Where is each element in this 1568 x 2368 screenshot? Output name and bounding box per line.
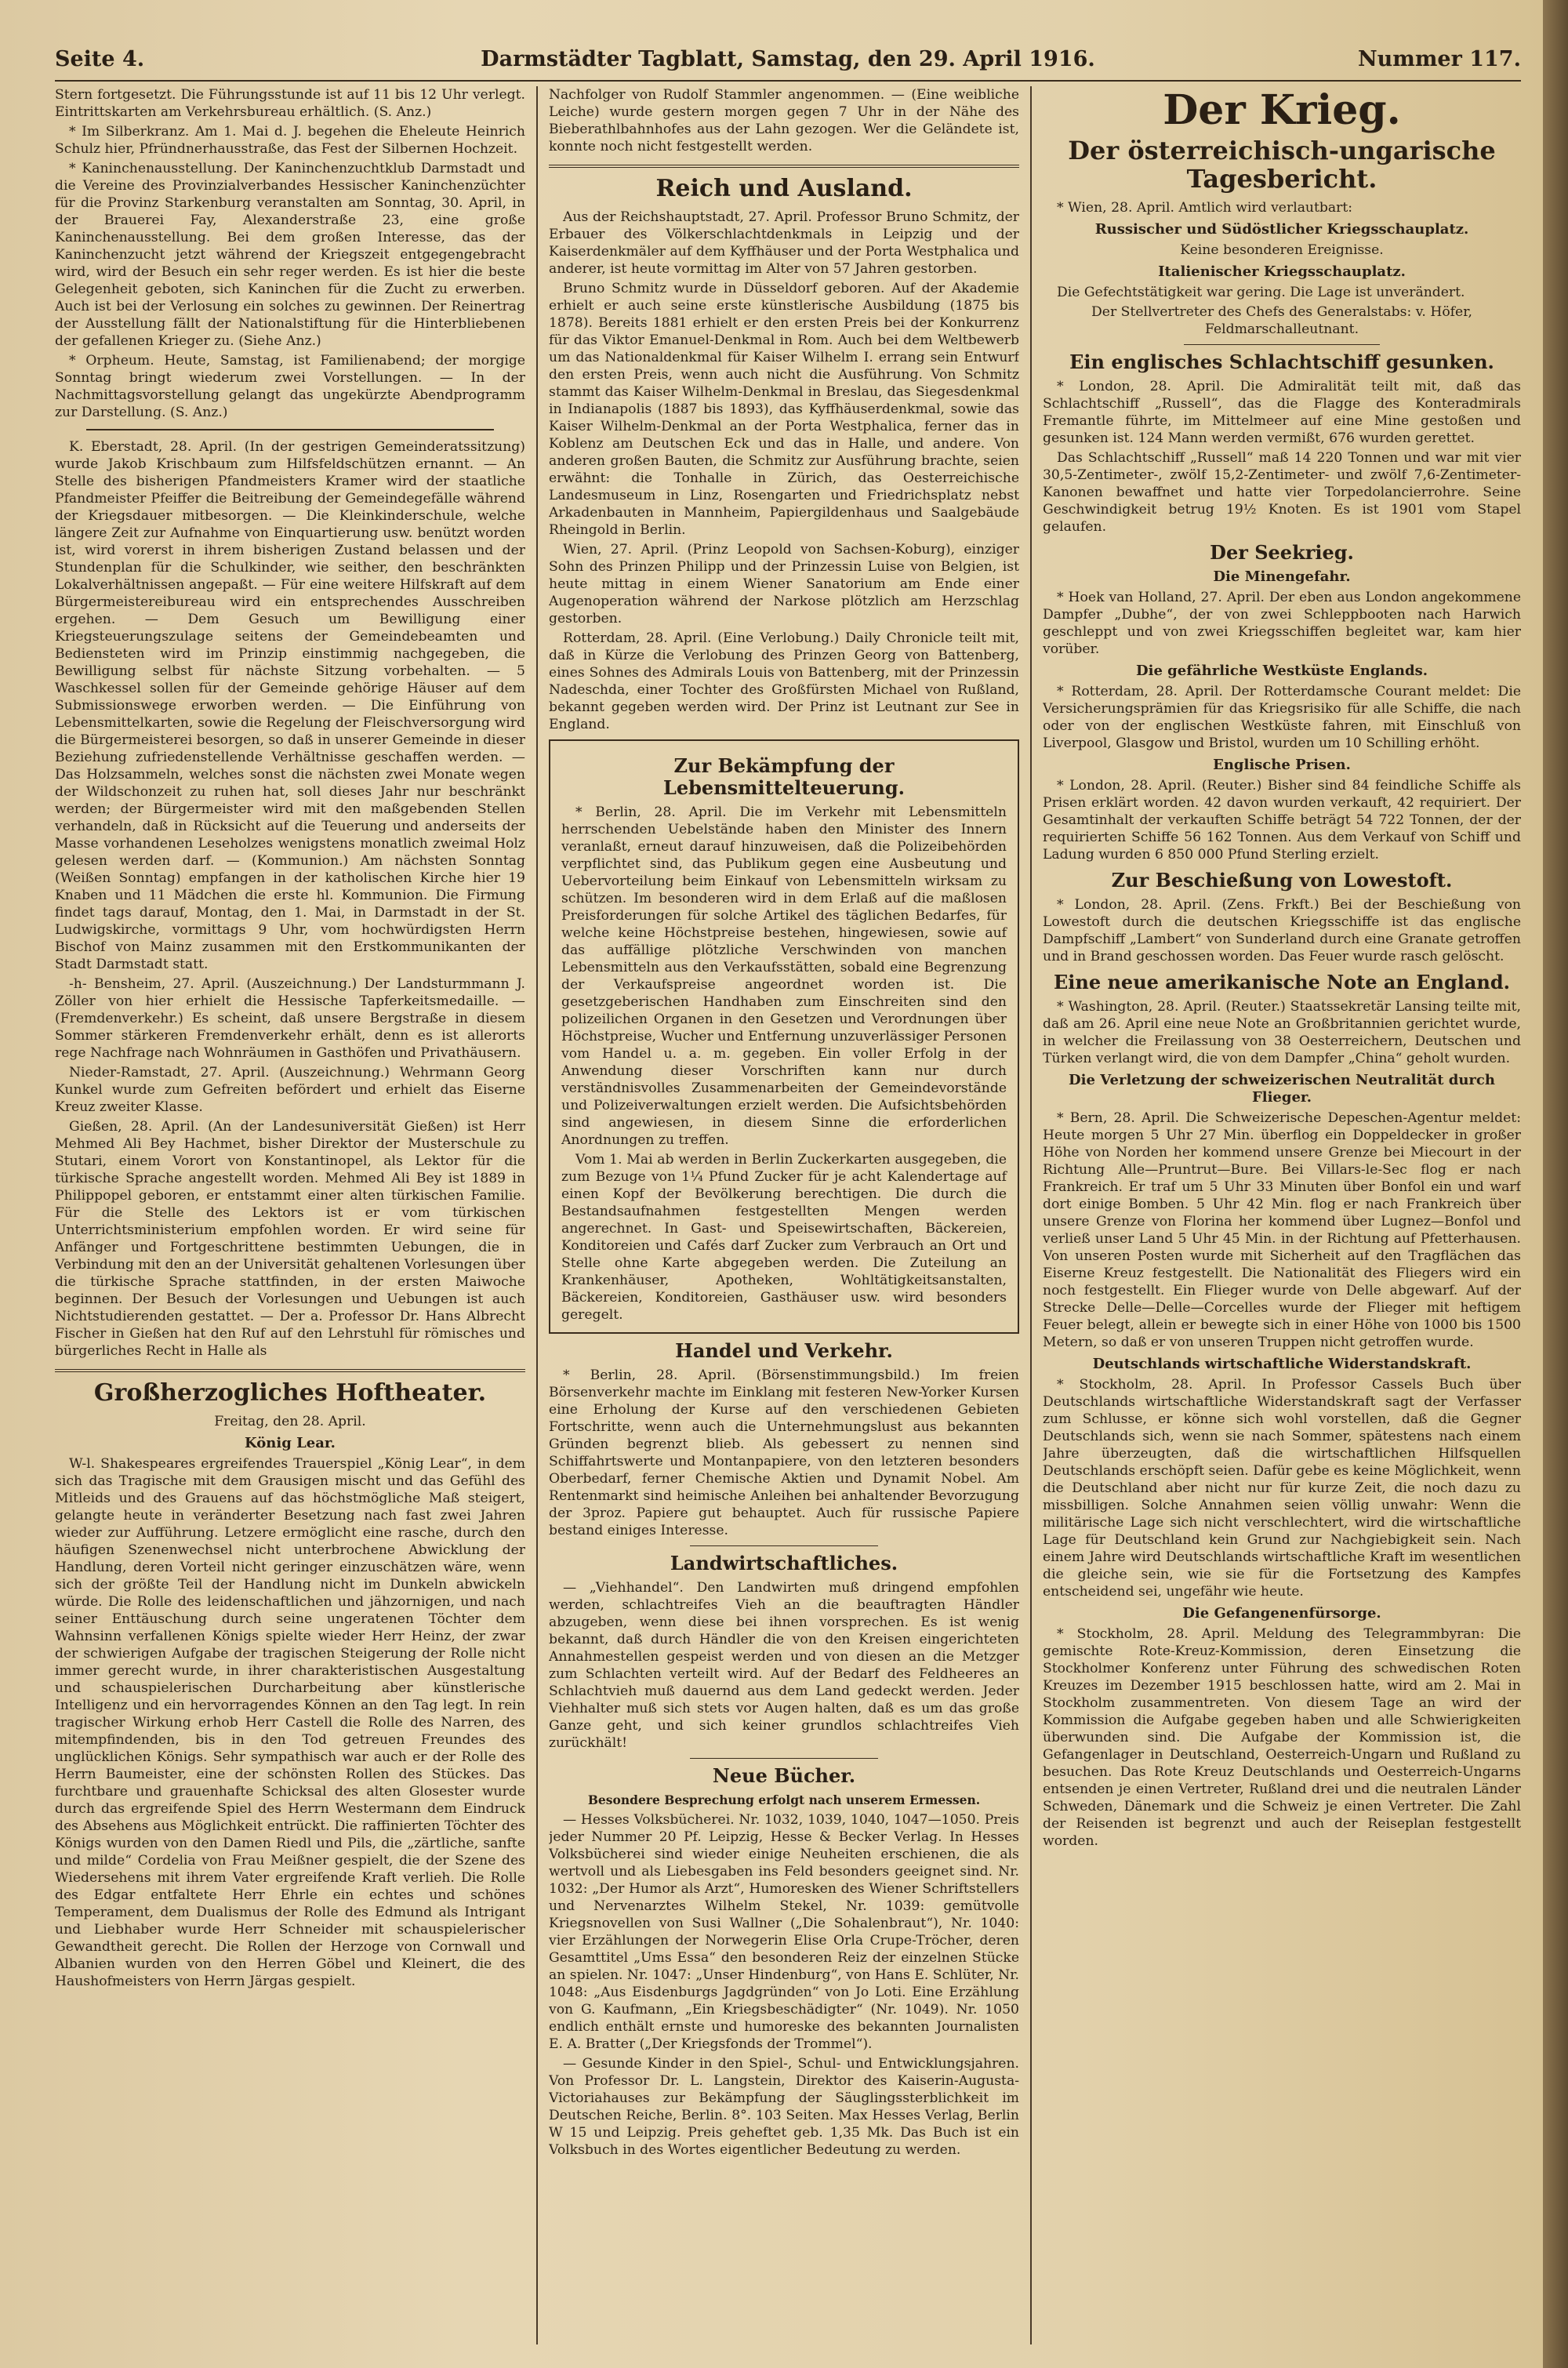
article-paragraph: — Hesses Volksbücherei. Nr. 1032, 1039, 1040, 1047—1050. Preis jeder Nummer 20 Pf. Leipzig, Hesse & Becker Verlag. In Hesses Volksbücherei sind wieder einige Neuheiten erschienen, die als wertvoll und als Liebesgaben ins Feld besonders geeignet sind. Nr. 1032: „Der Humor als Arzt“, Humoresken des Wiener Schriftstellers und Nervenarztes Wilhelm Stekel, Nr. 1039: gemütvolle Kriegsnovellen von Susi Wallner („Die Sohalenbraut“), Nr. 1040: vier Erzählungen der Norwegerin Elise Orla Crupe-Tröcher, deren Gesamttitel „Ums Essa“ den besonderen Reiz der einzelnen Stücke an spielen. Nr. 1047: „Unser Hindenburg“, von Hans E. Schlüter, Nr. 1048: „Aus Eisdenburgs Jagdgründen“ von Jo Loti. Eine Erzählung von G. Kaufmann, „Ein Kriegsbeschädigter“ (Nr. 1049). Nr. 1050 endlich enthält ernste und humoreske des bekannten Journalisten E. A. Bratter („Der Kriegsfonds der Trommel“). (549, 1812, 1019, 2052)
article-paragraph: * Kaninchenausstellung. Der Kaninchenzuchtklub Darmstadt und die Vereine des Provinzialverbandes Hessischer Kaninchenzüchter für die Provinz Starkenburg veranstalten am Sonntag, 30. April, in der Brauerei Fay, Alexanderstraße 23, eine große Kaninchenausstellung. Bei dem großen Interesse, das der Kaninchenzucht jetzt während der Kriegszeit entgegengebracht wird, wird der Besuch ein sehr reger werden. Es ist hier die beste Gelegenheit geboten, sich Kaninchen für die Zucht zu erwerben. Auch ist bei der Verlosung ein solches zu gewinnen. Der Reinertrag der Ausstellung fällt der Nationalstiftung für die Hinterbliebenen der gefallenen Krieger zu. (Siehe Anz.) (55, 161, 525, 349)
article-paragraph: Bruno Schmitz wurde in Düsseldorf geboren. Auf der Akademie erhielt er auch seine erste künstlerische Ausbildung (1875 bis 1878). Bereits 1881 erhielt er den ersten Preis bei der Konkurrenz für das Viktor Emanuel-Denkmal in Rom. Auch bei dem Weltbewerb um das Nationaldenkmal für Kaiser Wilhelm I. errang sein Entwurf den ersten Preis, wenn auch nicht die Ausführung. Von Schmitz stammt das Kaiser Wilhelm-Denkmal in Breslau, das Siegesdenkmal in Indianapolis (1887 bis 1893), das Kyffhäuserdenkmal, sowie das Kaiser Wilhelm-Denkmal an der Porta Westphalica, ferner das in Koblenz am Deutschen Eck und das in Halle, und andere. Von anderen großen Bauten, die Schmitz zur Ausführung brachte, seien erwähnt: die Tonhalle in Zürich, das Oesterreichische Landesmuseum in Linz, Rosengarten und Friedrichsplatz nebst Arkadenbauten in Mannheim, Papiergildenhaus und Saalgebäude Rheingold in Berlin. (549, 281, 1019, 538)
page-edge (1543, 0, 1568, 2368)
war-subheadline: Der österreichisch-ungarische Tagesbericht. (1068, 136, 1496, 194)
section-title: Zur Bekämpfung der Lebensmittelteuerung. (663, 754, 905, 799)
section-subtitle: Die Minengefahr. (1213, 568, 1351, 585)
issue-number: Nummer 117. (1357, 47, 1521, 71)
article-paragraph: Wien, 27. April. (Prinz Leopold von Sachsen-Koburg), einziger Sohn des Prinzen Philipp und der Prinzessin Luise von Belgien, ist heute mittag in einem Wiener Sanatorium am Ende einer Augenoperation während der Narkose plötzlich am Herzschlag gestorben. (549, 542, 1019, 627)
section-title: Der Seekrieg. (1210, 541, 1354, 564)
section-title: Landwirtschaftliches. (670, 1552, 898, 1574)
article-paragraph: Gießen, 28. April. (An der Landesuniversität Gießen) ist Herr Mehmed Ali Bey Hachmet, bisher Direktor der Musterschule zu Stutari, einem Vorort von Konstantinopel, als Lektor für die türkische Sprache angestellt worden. Mehmed Ali Bey ist 1889 in Philippopel geboren, er entstammt einer alten türkischen Familie. Für die Stelle des Lektors ist er vom türkischen Unterrichtsministerium empfohlen worden. Er wird seine für Anfänger und Fortgeschrittene bestimmten Uebungen, die in Verbindung mit den an der Universität gehaltenen Vorlesungen über die türkische Sprache stattfinden, in der ersten Maiwoche beginnen. Der Besuch der Vorlesungen und Uebungen ist auch Nichtstudierenden gestattet. — Der a. Professor Dr. Hans Albrecht Fischer in Gießen hat den Ruf auf den Lehrstuhl für römisches und bürgerliches Recht in Halle als (55, 1119, 525, 1359)
page-number: Seite 4. (55, 47, 145, 71)
article-paragraph: Die Gefechtstätigkeit war gering. Die Lage ist unverändert. (1057, 285, 1465, 300)
section-title: Handel und Verkehr. (675, 1339, 893, 1362)
section-title: Zur Beschießung von Lowestoft. (1111, 869, 1453, 892)
article-paragraph: Aus der Reichshauptstadt, 27. April. Professor Bruno Schmitz, der Erbauer des Völkerschlachtdenkmals in Leipzig und der Kaiserdenkmäler auf dem Kyffhäuser und der Porta Westphalica und anderer, ist heute vormittag im Alter von 57 Jahren gestorben. (549, 209, 1019, 277)
article-paragraph: W-l. Shakespeares ergreifendes Trauerspiel „König Lear“, in dem sich das Tragische mit dem Grausigen mischt und das Gefühl des Mitleids und des Grauens auf das höchstmögliche Maß steigert, gelangte heute in veränderter Besetzung nach fast zwei Jahren wieder zur Aufführung. Letzere ermöglicht eine rasche, durch den häufigen Szenenwechsel nicht unterbrochene Abwicklung der Handlung, deren Vorteil nicht geringer einzuschätzen wäre, wenn sich der größte Teil der Handlung nicht im Dunkeln abwickeln würde. Die Rolle des leidenschaftlichen und jähzornigen, und nach seiner Enttäuschung durch seine ungeratenen Töchter dem Wahnsinn verfallenen Königs spielte wieder Herr Heinz, der zwar der schwierigen Aufgabe der tragischen Steigerung der Rolle nicht immer gerecht wurde, in ihrer charakteristischen Ausgestaltung und schauspielerischen Durcharbeitung aber künstlerische Intelligenz und ein hervorragendes Können an den Tag legt. In rein tragischer Wirkung erhob Herr Castell die Rolle des Narren, des mitempfindenden, bis in den Tod getreuen Freundes des unglücklichen Königs. Sehr sympathisch war auch er der Rolle des Herrn Baumeister, eine der schönsten Rollen des Stückes. Das furchtbare und grauenhafte Schicksal des alten Glosester wurde durch das ergreifende Spiel des Herrn Westermann dem Eindruck des Absehens aus Möglichkeit entrückt. Die raffinierten Töchter des Königs wurden von den Damen Riedl und Pils, die „zärtliche, sanfte und milde“ Cordelia von Frau Meißner gespielt, die der Szene des Wiedersehens mit ihrem Vater ergreifende Kraft verlieh. Die Rolle des Edgar entfaltete Herr Ehrle ein echtes und schönes Temperament, dem Dualismus der Rolle des Edmund als Intrigant und Liebhaber wurde Herr Schneider mit schauspielerischer Gewandtheit gerecht. Die Rollen der Herzoge von Cornwall und Albanien wurden von den Herren Göbel und Kleinert, die des Haushofmeisters von Herrn Järgas gespielt. (55, 1456, 525, 1989)
article-paragraph: Vom 1. Mai ab werden in Berlin Zuckerkarten ausgegeben, die zum Bezuge von 1¼ Pfund Zucker für je acht Kalendertage auf einen Kopf der Bevölkerung berechtigen. Die durch die Bestandsaufnahmen festgestellten Mengen werden angerechnet. In Gast- und Speisewirtschaften, Bäckereien, Konditoreien und Cafés darf Zucker zum Verbrauch an Ort und Stelle ohne Karte abgegeben werden. Die Zuteilung an Krankenhäuser, Apotheken, Wohltätigkeitsanstalten, Bäckereien, Konditoreien, Gasthäuser usw. wird besonders geregelt. (561, 1152, 1007, 1323)
article-paragraph: — „Viehhandel“. Den Landwirten muß dringend empfohlen werden, schlachtreifes Vieh an die beauftragten Händler abzugeben, wenn diese bei ihnen vorsprechen. Es ist wenig bekannt, daß durch Händler die von den Kreisen eingerichteten Annahmestellen gespeist werden und von diesen an die Metzger zum Schlachten verteilt wird. Auf der Bedarf des Feldheeres an Schlachtvieh muß dauernd aus dem Land gedeckt werden. Jeder Viehhalter muß sich stets vor Augen halten, daß es um das große Ganze geht, und sich keiner grundlos schlachtreifes Vieh zurückhält! (549, 1580, 1019, 1751)
section-title: Neue Bücher. (712, 1764, 856, 1787)
masthead-date: Darmstädter Tagblatt, Samstag, den 29. April 1916. (481, 47, 1095, 71)
section-title: Reich und Ausland. (655, 175, 913, 202)
article-paragraph: Keine besonderen Ereignisse. (1180, 242, 1384, 258)
section-subtitle: Die gefährliche Westküste Englands. (1136, 663, 1428, 679)
page-header (55, 45, 1521, 82)
boxed-article (549, 739, 1019, 1334)
article-paragraph: * Berlin, 28. April. (Börsenstimmungsbild.) Im freien Börsenverkehr machte im Einklang mit festeren New-Yorker Kursen eine Erholung der Kurse auf den verschiedenen Gebieten Fortschritte, wenn auch die Unternehmungslust aus bekannten Gründen begrenzt blieb. Als gebessert zu nennen sind Schiffahrtswerte und Montanpapiere, von den letzteren besonders Oberbedarf, ferner Chemische Aktien und Dynamit Nobel. Am Rentenmarkt sind heimische Anleihen bei anhaltender Bevorzugung der 3proz. Papiere gut behauptet. Auch für russische Papiere bestand einiges Interesse. (549, 1367, 1019, 1538)
section-subtitle: Deutschlands wirtschaftliche Widerstandskraft. (1092, 1356, 1472, 1372)
article-paragraph: * Wien, 28. April. Amtlich wird verlautbart: (1057, 200, 1353, 216)
section-subtitle: Die Gefangenenfürsorge. (1182, 1605, 1381, 1622)
column-rule (1030, 86, 1032, 2344)
separator (55, 1369, 525, 1372)
war-headline: Der Krieg. (1163, 86, 1401, 134)
article-paragraph: * Im Silberkranz. Am 1. Mai d. J. begehen die Eheleute Heinrich Schulz hier, Pfründnerhausstraße, das Fest der Silbernen Hochzeit. (55, 124, 525, 157)
article-paragraph: * Hoek van Holland, 27. April. Der eben aus London angekommene Dampfer „Dubhe“, der von zwei Schleppbooten nach Harwich geschleppt und von zwei Kriegsschiffen begleitet war, kam hier vorüber. (1043, 590, 1521, 657)
separator (690, 1758, 878, 1759)
section-title: Ein englisches Schlachtschiff gesunken. (1069, 350, 1494, 373)
books-note: Besondere Besprechung erfolgt nach unserem Ermessen. (587, 1792, 981, 1807)
section-subtitle: Russischer und Südöstlicher Kriegsschauplatz. (1094, 221, 1469, 238)
article-signature: Der Stellvertreter des Chefs des Generalstabs: v. Höfer, Feldmarschalleutnant. (1091, 304, 1472, 337)
column-1 (55, 86, 525, 2344)
section-title: Eine neue amerikanische Note an England. (1054, 971, 1510, 993)
article-paragraph: * Stockholm, 28. April. Meldung des Telegrammbyran: Die gemischte Rote-Kreuz-Kommission, deren Einsetzung die Stockholmer Konferenz unter Führung des schwedischen Roten Kreuzes im Dezember 1915 beschlossen hatte, wird am 2. Mai in Stockholm zusammentreten. Von diesem Tage an wird der Kommission die Aufgabe gegeben haben und alle Schwierigkeiten überwunden sind. Die Aufgabe der Kommission ist, die Gefangenlager in Deutschland, Oesterreich-Ungarn und Rußland zu besuchen. Das Rote Kreuz Deutschlands und Oesterreich-Ungarns entsenden je einen Vertreter, Rußland drei und die neutralen Länder Schweden, Dänemark und die Schweiz je einen Vertreter. Die Zahl der Reisenden ist begrenzt und auch der Reiseplan festgestellt worden. (1043, 1626, 1521, 1849)
column-2 (549, 86, 1019, 2344)
separator (1184, 344, 1380, 345)
article-paragraph: — Gesunde Kinder in den Spiel-, Schul- und Entwicklungsjahren. Von Professor Dr. L. Langstein, Direktor des Kaiserin-Augusta-Victoriahauses zur Bekämpfung der Säuglingssterblichkeit im Deutschen Reiche, Berlin. 8°. 103 Seiten. Max Hesses Verlag, Berlin W 15 und Leipzig. Preis geheftet geb. 1,35 Mk. Das Buch ist ein Volksbuch in des Wortes eigentlicher Bedeutung zu werden. (549, 2056, 1019, 2158)
article-paragraph: Nieder-Ramstadt, 27. April. (Auszeichnung.) Wehrmann Georg Kunkel wurde zum Gefreiten befördert und erhielt das Eiserne Kreuz zweiter Klasse. (55, 1065, 525, 1115)
column-rule (536, 86, 538, 2344)
separator (690, 1545, 878, 1546)
article-paragraph: * Stockholm, 28. April. In Professor Cassels Buch über Deutschlands wirtschaftliche Widerstandskraft sagt der Verfasser zum Schlusse, er könne sich wohl vorstellen, daß die Gegner Deutschlands sich, wenn sie nach Sommer, spätestens nach einem Jahre überzeugten, daß die wirtschaftlichen Hilfsquellen Deutschlands erschöpft seien. Dafür gebe es keine Möglichkeit, wenn die Deutschland aber nicht nur für kurze Zeit, die noch dazu zu missbilligen. Solche Annahmen seien völlig unwahr: Wenn die militärische Lage sich nicht verschlechtert, wird die wirtschaftliche Lage für Deutschland kein Grund zur Nachgiebigkeit sein. Nach einem Jahre wird Deutschlands wirtschaftliche Kraft im wesentlichen die gleiche sein, wie sie für die Fortsetzung des Kampfes entscheidend sei, ungefähr wie heute. (1043, 1377, 1521, 1600)
article-paragraph: Rotterdam, 28. April. (Eine Verlobung.) Daily Chronicle teilt mit, daß in Kürze die Verlobung des Prinzen Georg von Battenberg, eines Sohnes des Admirals Louis von Battenberg, mit der Prinzessin Nadeschda, einer Tochter des Großfürsten Michael von Rußland, bekannt gegeben werden wird. Der Prinz ist Leutnant zur See in England. (549, 630, 1019, 732)
article-paragraph: K. Eberstadt, 28. April. (In der gestrigen Gemeinderatssitzung) wurde Jakob Krischbaum zum Hilfsfeldschützen ernannt. — An Stelle des bisherigen Pfandmeisters Kramer wird der staatliche Pfandmeister Pfeiffer die Beitreibung der Gemeindegefälle während der Kriegsdauer mitbesorgen. — Die Kleinkinderschule, welche längere Zeit zur Aufnahme von Einquartierung usw. benützt worden ist, wird vorerst in ihrem bisherigen Zustand belassen und der Stundenplan für die Schulkinder, wie seither, den beschränkten Lokalverhältnissen angepaßt. — Für eine weitere Hilfskraft auf dem Bürgermeistereibureau wird ein entsprechendes Ausschreiben ergehen. — Dem Gesuch um Bewilligung einer Kriegsteuerungszulage seitens der Gemeindebeamten und Bediensteten wird im Prinzip einstimmig nachgegeben, die Bewilligung selbst für nächste Sitzung vorbehalten. — 5 Waschkessel sollen für der Gemeinde gehörige Häuser auf dem Submissionswege erworben werden. — Die Einführung von Lebensmittelkarten, sowie die Regelung der Fleischversorgung wird die Bürgermeisterei besorgen, so daß in unserer Gemeinde in dieser Beziehung zufriedenstellende Verhältnisse geschaffen werden. — Das Holzsammeln, welches sonst die nächsten zwei Monate wegen der Wildschonzeit zu ruhen hat, soll dieses Jahr nur beschränkt werden; der Bürgermeister wird mit den maßgebenden Stellen verhandeln, daß in Rücksicht auf die Teuerung und anderseits der Masse vorhandenen Leseholzes wenigstens monatlich zweimal Holz gelesen werden darf. — (Kommunion.) Am nächsten Sonntag (Weißen Sonntag) empfangen in der katholischen Kirche hier 19 Knaben und 11 Mädchen die erste hl. Kommunion. Die Firmung findet tags darauf, Montag, den 1. Mai, in Darmstadt in der St. Ludwigskirche, vormittags 9 Uhr, vom hochwürdigsten Herrn Bischof von Mainz zusammen mit den Erstkommunikanten der Stadt Darmstadt statt. (55, 439, 525, 972)
section-title: Großherzogliches Hoftheater. (93, 1379, 487, 1407)
article-paragraph: * London, 28. April. Die Admiralität teilt mit, daß das Schlachtschiff „Russell“, das die Flagge des Konteradmirals Fremantle führte, im Mittelmeer auf eine Mine gestoßen und gesunken ist. 124 Mann werden vermißt, 676 wurden gerettet. (1043, 379, 1521, 446)
article-paragraph: * Rotterdam, 28. April. Der Rotterdamsche Courant meldet: Die Versicherungsprämien für das Kriegsrisiko für alle Schiffe, die nach oder von der englischen Westküste fahren, mit Einschluß von Liverpool, Glasgow und Bristol, wurden um 10 Schilling erhöht. (1043, 684, 1521, 751)
section-subtitle: Die Verletzung der schweizerischen Neutralität durch Flieger. (1069, 1072, 1495, 1106)
article-paragraph: * London, 28. April. (Reuter.) Bisher sind 84 feindliche Schiffe als Prisen erklärt worden. 42 davon wurden verkauft, 42 requiriert. Der Gesamtinhalt der verkauften Schiffe beträgt 54 722 Tonnen, der der requirierten Schiffe 56 162 Tonnen. Aus dem Verkauf von Schiff und Ladung wurden 6 850 000 Pfund Sterling erzielt. (1043, 778, 1521, 863)
article-paragraph: Nachfolger von Rudolf Stammler angenommen. — (Eine weibliche Leiche) wurde gestern morgen gegen 7 Uhr in der Nähe des Bieberathlbahnhofes aus der Lahn gezogen. Wer die Geländete ist, konnte noch nicht festgestellt werden. (549, 87, 1019, 154)
article-paragraph: Das Schlachtschiff „Russell“ maß 14 220 Tonnen und war mit vier 30,5-Zentimeter-, zwölf 15,2-Zentimeter- und zwölf 7,6-Zentimeter-Kanonen bewaffnet und hatte vier Torpedolancierrohre. Seine Geschwindigkeit betrug 19½ Knoten. Es ist 1901 vom Stapel gelaufen. (1043, 450, 1521, 535)
separator (86, 429, 494, 430)
article-paragraph: * Berlin, 28. April. Die im Verkehr mit Lebensmitteln herrschenden Uebelstände haben den Minister des Innern veranlaßt, erneut darauf hinzuweisen, daß die Polizeibehörden verpflichtet sind, das Publikum gegen eine Ausbeutung und Uebervorteilung beim Einkauf von Lebensmitteln wirksam zu schützen. Im besonderen wird in dem Erlaß auf die maßlosen Preisforderungen für solche Artikel des täglichen Bedarfes, für welche keine Höchstpreise bestehen, hingewiesen, sowie auf das auffällige plötzliche Verschwinden von manchen Lebensmitteln aus den Verkaufsstätten, sobald eine Begrenzung der Verkaufspreise angeordnet worden ist. Die gesetzgeberischen Handhaben zum Einschreiten sind den polizeilichen Organen in den Gesetzen und Verordnungen über Höchstpreise, Wucher und Entfernung unzuverlässiger Personen vom Handel u. a. m. gegeben. Ein voller Erfolg in der Anwendung dieser Vorschriften kann nur durch verständnisvolles Zusammenarbeiten der Gemeindevorstände und Polizeiverwaltungen erzielt werden. Die Aufsichtsbehörden sind angewiesen, in diesem Sinne die erforderlichen Anordnungen zu treffen. (561, 804, 1007, 1148)
play-title: König Lear. (245, 1435, 336, 1451)
article-paragraph: * London, 28. April. (Zens. Frkft.) Bei der Beschießung von Lowestoft durch die deutschen Kriegsschiffe ist das englische Dampfschiff „Lambert“ von Sunderland durch eine Granate getroffen und in Brand geschossen worden. Das Feuer wurde rasch gelöscht. (1043, 897, 1521, 964)
article-paragraph: * Orpheum. Heute, Samstag, ist Familienabend; der morgige Sonntag bringt wiederum zwei Vorstellungen. — In der Nachmittagsvorstellung gelangt das ungekürzte Abendprogramm zur Darstellung. (S. Anz.) (55, 353, 525, 420)
article-paragraph: * Bern, 28. April. Die Schweizerische Depeschen-Agentur meldet: Heute morgen 5 Uhr 27 Min. überflog ein Doppeldecker in großer Höhe von Norden her kommend unsere Grenze bei Miecourt in der Richtung Alle—Pruntrut—Bure. Bei Villars-le-Sec flog er nach Frankreich. Er traf um 5 Uhr 33 Minuten über Bonfol ein und warf dort einige Bomben. 5 Uhr 42 Min. flog er nach Frankreich über unsere Grenze von Florina her kommend über Lugnez—Bonfol und verließ unser Land 5 Uhr 45 Min. in der Richtung auf Pfetterhausen. Von unseren Posten wurde mit Sicherheit auf den Tragflächen das Eiserne Kreuz festgestellt. Die Nationalität des Fliegers wird ein noch festgestellt. Ein Flieger wurde von Delle abgewarf. Auf der Strecke Delle—Delle—Corcelles wurde der Flieger mit heftigem Feuer belegt, allein er bewegte sich in einer Höhe von 1000 bis 1500 Metern, so daß er von unseren Truppen nicht getroffen wurde. (1043, 1110, 1521, 1350)
separator (549, 165, 1019, 168)
column-3 (1043, 86, 1521, 2344)
article-paragraph: * Washington, 28. April. (Reuter.) Staatssekretär Lansing teilte mit, daß am 26. April eine neue Note an Großbritannien gerichtet wurde, in welcher die Freilassung von 38 Oesterreichern, Deutschen und Türken verlangt wird, die von dem Dampfer „China“ geholt wurden. (1043, 999, 1521, 1066)
theater-date: Freitag, den 28. April. (214, 1414, 366, 1429)
section-subtitle: Englische Prisen. (1213, 757, 1351, 773)
article-paragraph: -h- Bensheim, 27. April. (Auszeichnung.) Der Landsturmmann J. Zöller von hier erhielt die Hessische Tapferkeitsmedaille. — (Fremdenverkehr.) Es scheint, daß unsere Bergstraße in diesem Sommer stärkeren Fremdenverkehr erhält, denn es ist allerorts rege Nachfrage nach Wohnräumen in Gasthöfen und Privathäusern. (55, 976, 525, 1061)
article-paragraph: Stern fortgesetzt. Die Führungsstunde ist auf 11 bis 12 Uhr verlegt. Eintrittskarten am Verkehrsbureau erhältlich. (S. Anz.) (55, 87, 525, 120)
section-subtitle: Italienischer Kriegsschauplatz. (1158, 263, 1406, 280)
